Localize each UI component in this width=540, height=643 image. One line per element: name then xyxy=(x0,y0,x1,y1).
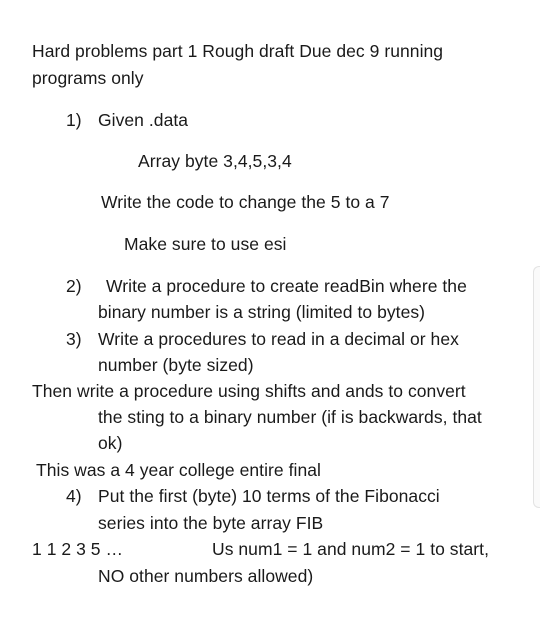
remark-text: This was a 4 year college entire final xyxy=(36,460,321,480)
problem-1-code: Array byte 3,4,5,3,4 xyxy=(138,151,292,171)
problem-3-line-5: ok) xyxy=(98,433,123,453)
scroll-handle[interactable] xyxy=(533,266,540,508)
problem-1-number: 1) xyxy=(66,110,82,130)
problem-2-line-1: Write a procedure to create readBin where the xyxy=(106,276,467,296)
problem-4-line-4: NO other numbers allowed) xyxy=(98,566,314,586)
problem-4-sequence: 1 1 2 3 5 … xyxy=(32,539,124,559)
problem-2-line-2: binary number is a string (limited to bytes) xyxy=(98,302,426,322)
problem-1-intro: Given .data xyxy=(98,110,189,130)
title-line-1: Hard problems part 1 Rough draft Due dec 9 running xyxy=(32,41,444,61)
problem-4-number: 4) xyxy=(66,486,82,506)
problem-3-line-4: the sting to a binary number (if is backwards, that xyxy=(98,407,482,427)
problem-3-line-3: Then write a procedure using shifts and ands to convert xyxy=(32,381,466,401)
problem-3-line-2: number (byte sized) xyxy=(98,355,254,375)
problem-1-task: Write the code to change the 5 to a 7 xyxy=(101,192,390,212)
problem-4-line-2: series into the byte array FIB xyxy=(98,513,324,533)
problem-3-number: 3) xyxy=(66,329,82,349)
problem-4-hint: Us num1 = 1 and num2 = 1 to start, xyxy=(212,539,489,559)
problem-2-number: 2) xyxy=(66,276,82,296)
title-line-2: programs only xyxy=(32,68,144,88)
problem-4-line-1: Put the first (byte) 10 terms of the Fibonacci xyxy=(98,486,440,506)
problem-3-line-1: Write a procedures to read in a decimal or hex xyxy=(98,329,459,349)
problem-1-note: Make sure to use esi xyxy=(124,234,287,254)
